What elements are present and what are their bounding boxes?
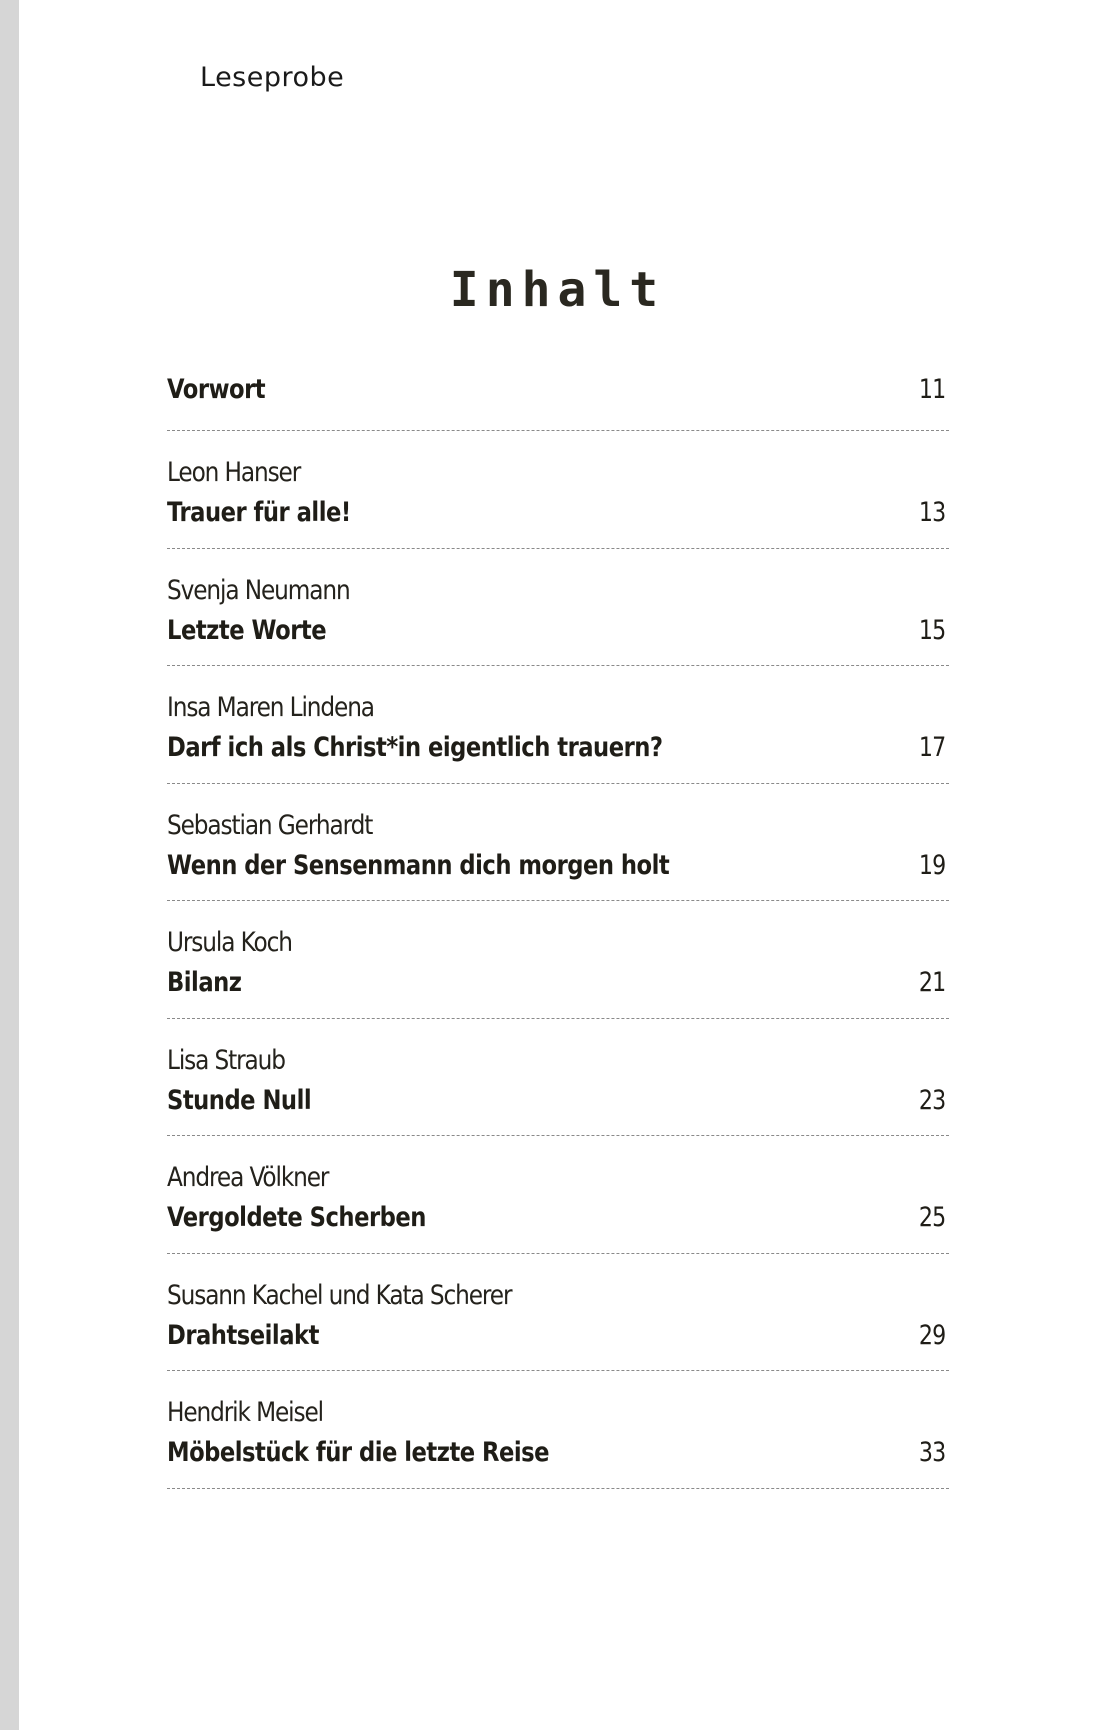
toc-entry-page: 21 (918, 967, 945, 998)
toc-entry-title: Vorwort (167, 374, 266, 405)
toc-entry-title: Darf ich als Christ*in eigentlich trauern? (167, 732, 663, 763)
toc-entry-preface[interactable] (167, 364, 949, 431)
toc-entry[interactable] (167, 1371, 949, 1489)
toc-entry-author: Insa Maren Lindena (167, 692, 374, 723)
toc-entry-author: Sebastian Gerhardt (167, 809, 373, 841)
toc-entry-author: Lisa Straub (167, 1044, 285, 1076)
toc-entry[interactable] (167, 1019, 949, 1137)
toc-entry-author: Leon Hanser (167, 457, 301, 488)
toc-entry-page: 23 (918, 1084, 945, 1116)
toc-entry-author: Andrea Völkner (167, 1162, 329, 1193)
toc-entry-author: Ursula Koch (167, 927, 292, 958)
toc-entry[interactable] (167, 901, 949, 1019)
toc-entry-title: Vergoldete Scherben (167, 1202, 426, 1233)
toc-entry-page: 11 (918, 374, 945, 405)
toc-entry-page: 29 (918, 1319, 945, 1351)
toc-entry-page: 13 (918, 497, 945, 528)
toc-entry-author: Svenja Neumann (167, 574, 350, 606)
toc-entry-author: Susann Kachel und Kata Scherer (167, 1279, 512, 1311)
toc-entry-title: Letzte Worte (167, 614, 327, 646)
table-of-contents (167, 364, 949, 1489)
toc-entry-title: Stunde Null (167, 1084, 312, 1116)
toc-entry-author: Hendrik Meisel (167, 1397, 323, 1428)
toc-entry[interactable] (167, 1136, 949, 1254)
page-edge-strip (0, 0, 19, 1730)
toc-entry[interactable] (167, 431, 949, 549)
toc-entry[interactable] (167, 666, 949, 784)
toc-entry[interactable] (167, 784, 949, 902)
toc-entry-page: 33 (918, 1437, 945, 1468)
toc-entry-title: Möbelstück für die letzte Reise (167, 1437, 550, 1468)
toc-entry-page: 17 (918, 732, 945, 763)
toc-entry[interactable] (167, 1254, 949, 1372)
toc-entry-page: 25 (918, 1202, 945, 1233)
preview-label: Leseprobe (200, 62, 345, 93)
toc-entry-page: 15 (918, 614, 945, 646)
toc-entry-title: Wenn der Sensenmann dich morgen holt (167, 849, 670, 881)
toc-entry-page: 19 (918, 849, 945, 881)
toc-entry[interactable] (167, 549, 949, 667)
toc-entry-title: Drahtseilakt (167, 1319, 319, 1351)
toc-entry-title: Bilanz (167, 967, 242, 998)
toc-title: Inhalt (449, 262, 666, 318)
toc-entry-title: Trauer für alle! (167, 497, 351, 528)
